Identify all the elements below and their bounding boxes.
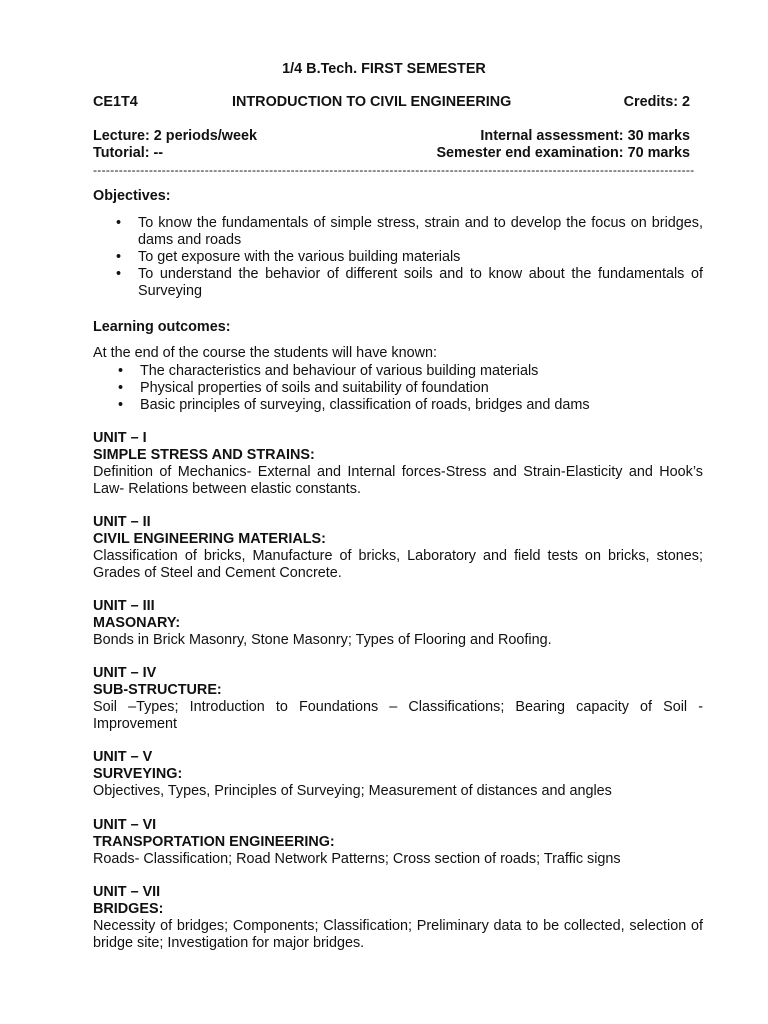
- dashed-divider: --------------------------------------------------------------------------------------------------------------------------------------------: [93, 164, 695, 176]
- unit-1: [93, 430, 703, 498]
- list-item: • Basic principles of surveying, classification of roads, bridges and dams: [140, 397, 703, 414]
- unit-number: UNIT – II: [93, 514, 151, 530]
- list-item: • To get exposure with the various building materials: [138, 249, 703, 266]
- lecture-hours: Lecture: 2 periods/week: [93, 128, 257, 144]
- outcomes-heading: Learning outcomes:: [93, 319, 231, 335]
- unit-title: SIMPLE STRESS AND STRAINS:: [93, 447, 315, 463]
- tutorial-hours: Tutorial: --: [93, 145, 164, 161]
- unit-7: [93, 884, 703, 952]
- list-item: • To know the fundamentals of simple stress, strain and to develop the focus on bridges, dams and roads: [138, 215, 703, 249]
- unit-title: SURVEYING:: [93, 766, 183, 782]
- internal-assessment: Internal assessment: 30 marks: [480, 128, 690, 144]
- unit-title: MASONARY:: [93, 615, 181, 631]
- course-code: CE1T4: [93, 94, 138, 110]
- objectives-list: [93, 215, 703, 300]
- objectives-heading: Objectives:: [93, 188, 171, 204]
- unit-body: Roads- Classification; Road Network Patterns; Cross section of roads; Traffic signs: [93, 851, 621, 867]
- outcomes-section: [93, 319, 703, 414]
- unit-body: Objectives, Types, Principles of Surveying; Measurement of distances and angles: [93, 783, 612, 799]
- outcomes-intro: At the end of the course the students will have known:: [93, 345, 437, 361]
- unit-number: UNIT – VI: [93, 817, 157, 833]
- list-item: • To understand the behavior of different soils and to know about the fundamentals of Surveying: [138, 266, 703, 300]
- unit-number: UNIT – V: [93, 749, 153, 765]
- unit-4: [93, 665, 703, 733]
- course-title: INTRODUCTION TO CIVIL ENGINEERING: [232, 94, 512, 110]
- unit-number: UNIT – III: [93, 598, 155, 614]
- course-credits: Credits: 2: [623, 94, 690, 110]
- unit-3: [93, 598, 703, 649]
- semester-end-exam: Semester end examination: 70 marks: [436, 145, 690, 161]
- unit-number: UNIT – VII: [93, 884, 161, 900]
- unit-number: UNIT – IV: [93, 665, 157, 681]
- tutorial-row: [93, 145, 690, 162]
- lecture-row: [93, 128, 690, 145]
- list-item: • Physical properties of soils and suitability of foundation: [140, 380, 703, 397]
- course-header-row: [93, 94, 690, 111]
- unit-body: Bonds in Brick Masonry, Stone Masonry; Types of Flooring and Roofing.: [93, 632, 552, 648]
- unit-title: SUB-STRUCTURE:: [93, 682, 222, 698]
- unit-5: [93, 749, 703, 800]
- unit-body: Definition of Mechanics- External and Internal forces-Stress and Strain-Elasticity and Hook’s Law- Relations between elastic constants.: [93, 464, 703, 497]
- unit-body: Soil –Types; Introduction to Foundations – Classifications; Bearing capacity of Soil - Improvement: [93, 699, 703, 732]
- unit-2: [93, 514, 703, 582]
- outcomes-list: [93, 363, 703, 414]
- unit-body: Classification of bricks, Manufacture of bricks, Laboratory and field tests on bricks, stones; Grades of Steel and Cement Concrete.: [93, 548, 703, 581]
- unit-title: CIVIL ENGINEERING MATERIALS:: [93, 531, 326, 547]
- unit-title: BRIDGES:: [93, 901, 164, 917]
- objectives-section: [93, 188, 703, 300]
- list-item: • The characteristics and behaviour of various building materials: [140, 363, 703, 380]
- unit-number: UNIT – I: [93, 430, 147, 446]
- unit-6: [93, 817, 703, 868]
- unit-title: TRANSPORTATION ENGINEERING:: [93, 834, 335, 850]
- unit-body: Necessity of bridges; Components; Classification; Preliminary data to be collected, selection of bridge site; Investigation for major bridges.: [93, 918, 703, 951]
- semester-title: 1/4 B.Tech. FIRST SEMESTER: [282, 61, 486, 77]
